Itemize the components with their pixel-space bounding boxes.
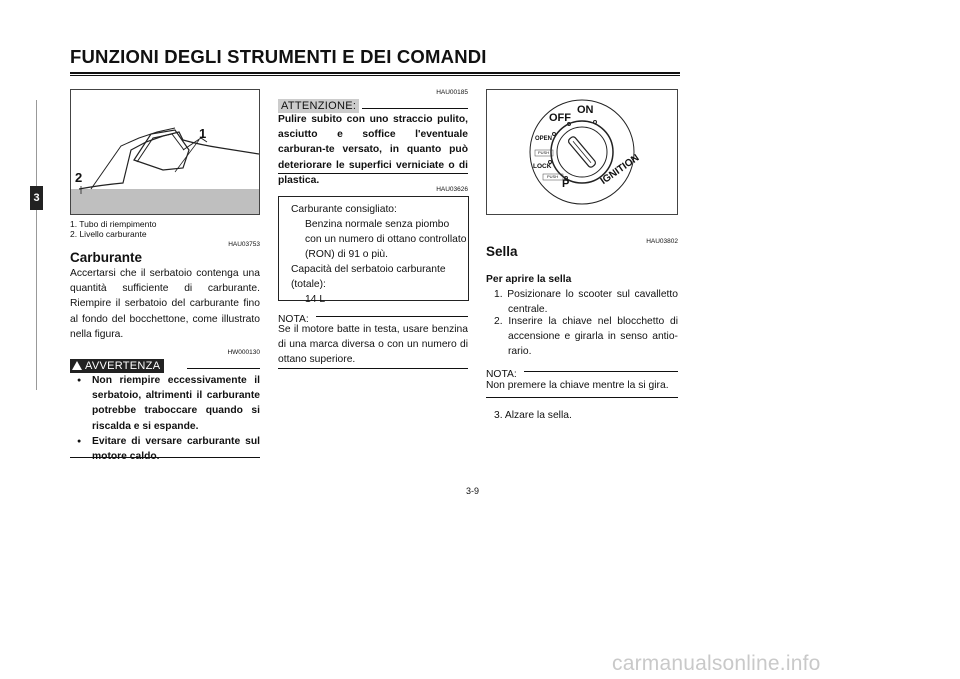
seat-subtitle: Per aprire la sella	[486, 274, 572, 285]
note-label: NOTA:	[278, 314, 309, 325]
ign-label-off: OFF	[549, 112, 571, 124]
seat-code: HAU03802	[646, 238, 678, 245]
page-title: FUNZIONI DEGLI STRUMENTI E DEI COMANDI	[70, 46, 487, 67]
seat-note-end-rule	[486, 397, 678, 398]
box-line: Benzina normale senza piombo	[305, 219, 450, 230]
fuel-paragraph: Accertarsi che il serbatoio contenga una quantità sufficiente di carburante. Riempire il serbatoio del carburante fino al fondo del bocchettone, come illustrato nella figura.	[70, 268, 260, 340]
caution-rule	[362, 108, 468, 109]
callout-2: 2	[75, 170, 83, 185]
fuel-tank-figure	[70, 89, 260, 215]
fuel-filler-illustration	[71, 90, 259, 214]
callout-1: 1	[199, 126, 207, 141]
warning-triangle-icon	[72, 361, 82, 370]
watermark: carmanualsonline.info	[612, 652, 821, 675]
section-code: HAU03753	[228, 241, 260, 248]
ign-label-lock: LOCK	[533, 163, 552, 170]
ign-label-p: P	[562, 178, 570, 190]
warning-end-rule	[70, 457, 260, 458]
note-text: Se il motore batte in testa, usare benzina di una marca diversa o con un numero di ottano superiore.	[278, 324, 468, 366]
chapter-tab: 3	[30, 186, 43, 210]
box-line: (RON) di 91 o più.	[305, 249, 388, 260]
box-line: 14 L	[305, 294, 326, 305]
seat-note-rule	[524, 371, 678, 372]
box-line: Carburante consigliato:	[291, 204, 397, 215]
ign-label-ignition: IGNITION	[598, 152, 642, 187]
header-rule-thin	[70, 75, 680, 76]
step-1: 1. Posizionare lo scooter sul cavalletto centrale.	[494, 289, 678, 316]
caution-code: HAU00185	[436, 89, 468, 96]
caution-text: Pulire subito con uno straccio pulito, asciutto e soffice l'eventuale carburan-te versato, in quanto può deteriorare le superfici verniciate o di plastica.	[278, 114, 468, 186]
warning-item: ● Evitare di versare carburante sul	[70, 434, 260, 464]
warning-label: AVVERTENZA	[70, 359, 164, 373]
box-line: Capacità del serbatoio carburante	[291, 264, 446, 275]
warning-rule	[187, 368, 260, 369]
side-margin-line	[36, 100, 37, 390]
box-line: con un numero di ottano controllato	[305, 234, 467, 245]
caution-label: ATTENZIONE:	[278, 99, 359, 113]
step-2: 2. Inserire la chiave nel blocchetto di accensione e girarla in senso antio-rario.	[494, 316, 678, 358]
step-3: 3. Alzare la sella.	[494, 410, 572, 421]
caution-header	[278, 96, 468, 110]
page-number: 3-9	[466, 486, 480, 496]
caution-end-rule	[278, 173, 468, 174]
figure-caption-2: 2. Livello carburante	[70, 229, 147, 239]
fuel-spec-box	[278, 196, 469, 305]
seat-note-label: NOTA:	[486, 369, 517, 380]
ign-label-on: ON	[577, 104, 594, 116]
note-rule	[316, 316, 468, 317]
box-code: HAU03626	[436, 186, 468, 193]
warning-list	[70, 373, 260, 464]
box-line: (totale):	[291, 279, 326, 290]
section-title-seat: Sella	[486, 244, 518, 259]
warning-code: HW000130	[227, 349, 260, 356]
ign-label-push-1: PUSH	[538, 150, 550, 155]
warning-header	[70, 356, 260, 370]
note-end-rule	[278, 368, 468, 369]
seat-note-text: Non premere la chiave mentre la si gira.	[486, 380, 669, 391]
figure-caption-1: 1. Tubo di riempimento	[70, 219, 157, 229]
ignition-figure	[486, 89, 678, 215]
warning-item: ● Non riempire eccessivamente il serbatoio, altrimenti il carburante potrebbe traboccare quando si riscalda e si espande.	[70, 373, 260, 434]
header-rule	[70, 72, 680, 74]
ign-label-open: OPEN	[535, 136, 553, 142]
ign-label-push-2: PUSH	[547, 174, 559, 179]
section-title-fuel: Carburante	[70, 250, 143, 265]
